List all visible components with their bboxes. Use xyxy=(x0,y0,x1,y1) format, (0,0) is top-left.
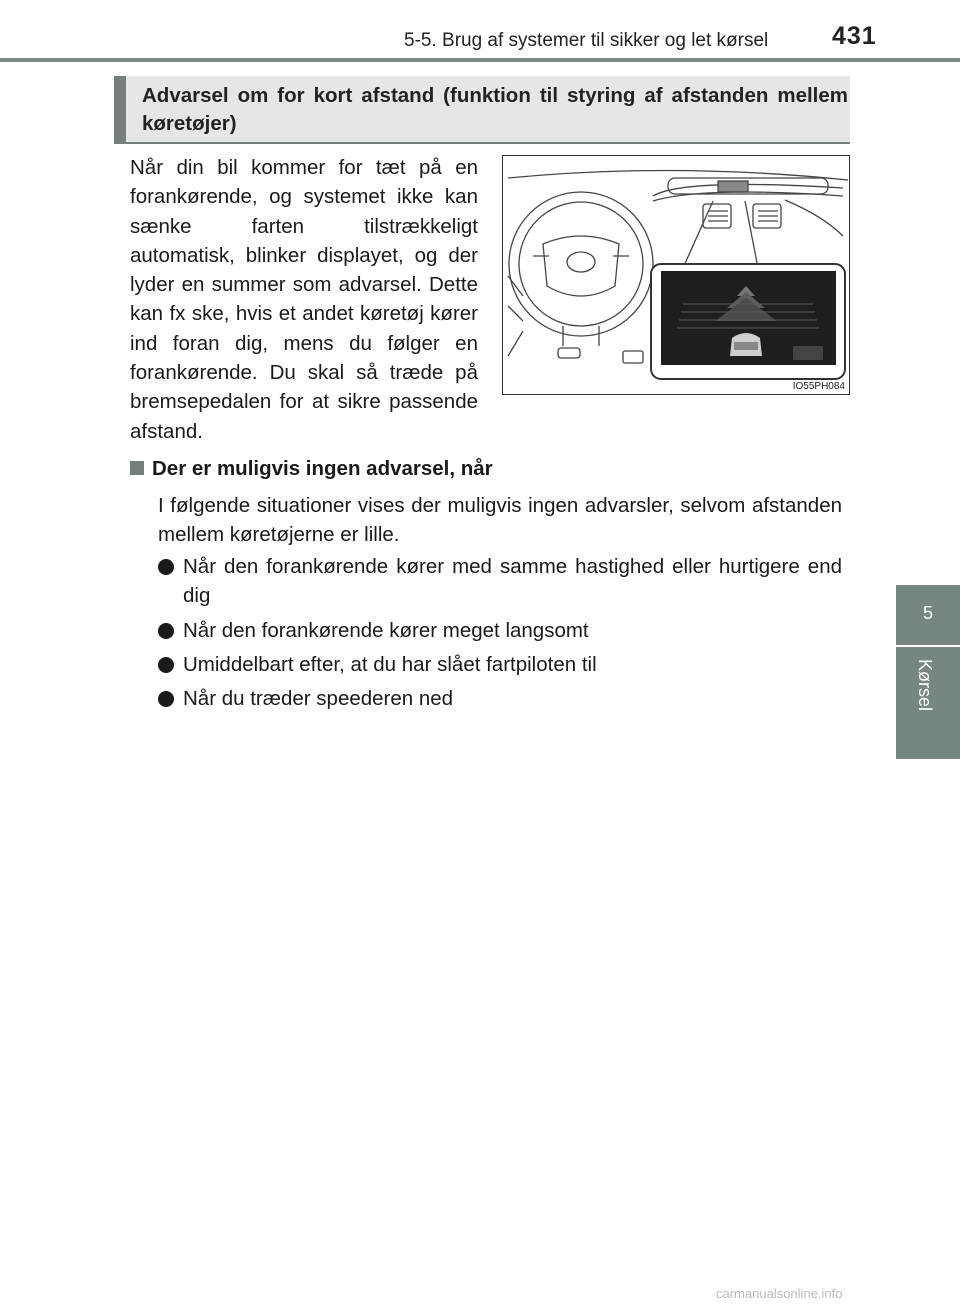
bullet-icon xyxy=(158,559,174,575)
chapter-label-tab xyxy=(896,647,960,759)
list-item-text: Når du træder speederen ned xyxy=(183,687,454,711)
list-item xyxy=(158,552,842,611)
dashboard-drawing xyxy=(503,156,849,394)
chapter-number: 5 xyxy=(922,603,933,623)
page-number: 431 xyxy=(832,22,877,50)
list-item-text: Når den forankørende kører med samme hastighed eller hurtigere end dig xyxy=(183,555,842,608)
list-item xyxy=(158,684,842,713)
header-section-title: 5-5. Brug af systemer til sikker og let kørsel xyxy=(404,30,769,51)
list-item xyxy=(158,616,842,645)
header-rule xyxy=(0,58,960,62)
figure-code: IO55PH084 xyxy=(792,381,845,392)
bullet-icon xyxy=(158,691,174,707)
list-item xyxy=(158,650,842,679)
condition-list xyxy=(158,552,842,718)
chapter-tab xyxy=(896,585,960,645)
list-item-text: Umiddelbart efter, at du har slået fartpiloten til xyxy=(183,652,597,676)
section-title-box xyxy=(114,76,850,142)
bullet-icon xyxy=(158,623,174,639)
list-item-text: Når den forankørende kører meget langsomt xyxy=(183,618,589,642)
subsection-heading xyxy=(130,457,493,481)
subsection-body: I følgende situationer vises der muligvis ingen advarsler, selvom afstanden mellem køretøjerne er lille. xyxy=(158,494,842,547)
intro-paragraph: Når din bil kommer for tæt på en forankørende, og systemet ikke kan sænke farten tilstrækkeligt automatisk, blinker displayet, og der lyder en summer som advarsel. Dette kan fx ske, hvis et andet køretøj kører ind foran dig, mens du følger en forankørende. Du skal så træde på bremsepedalen for at sikre passende afstand. xyxy=(130,156,478,443)
bullet-icon xyxy=(158,657,174,673)
section-title: Advarsel om for kort afstand (funktion til styring af afstanden mellem køretøjer) xyxy=(142,84,848,135)
dashboard-illustration xyxy=(502,155,850,395)
watermark: carmanualsonline.info xyxy=(716,1286,843,1301)
chapter-label: Kørsel xyxy=(915,659,935,712)
section-rule xyxy=(114,142,850,144)
subsection-heading-text: Der er muligvis ingen advarsel, når xyxy=(152,457,493,480)
square-marker-icon xyxy=(130,461,144,475)
